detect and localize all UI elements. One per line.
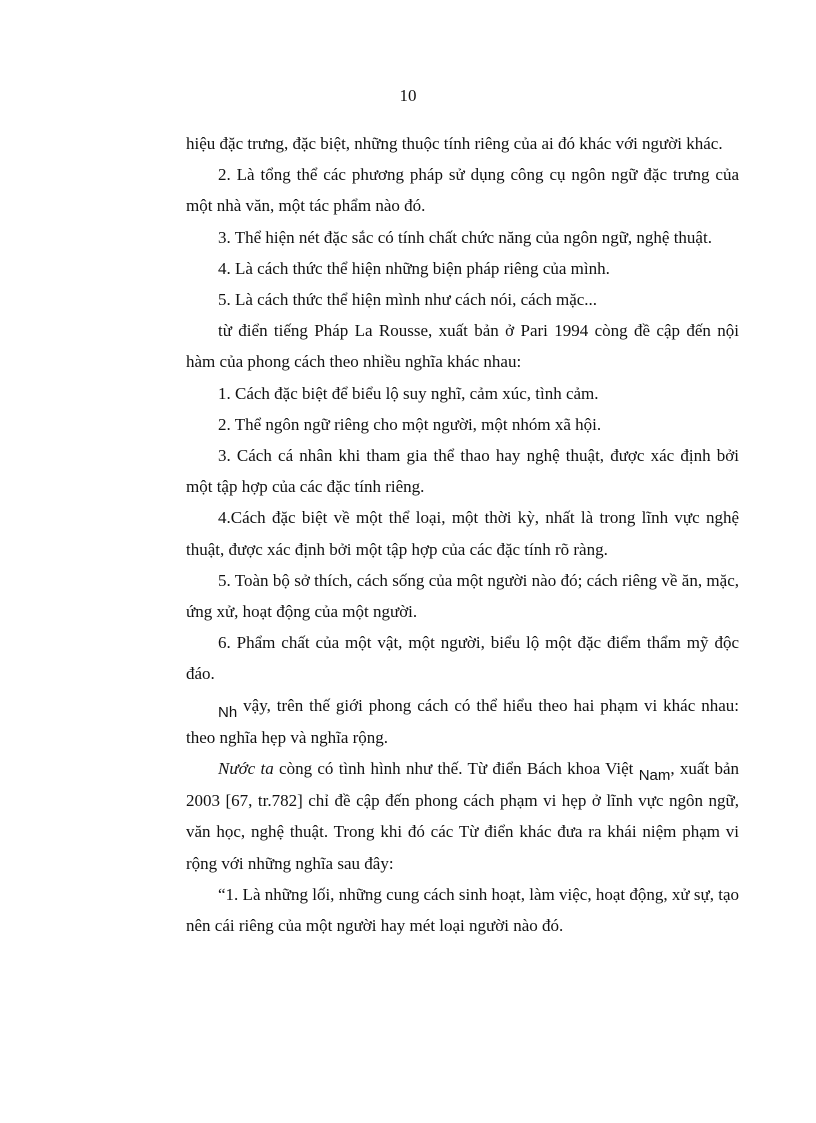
paragraph: từ điển tiếng Pháp La Rousse, xuất bản ở Pari 1994 còng đề cập đến nội hàm của phong cách theo nhiều nghĩa khác nhau: bbox=[186, 321, 739, 372]
paragraph: hiệu đặc trưng, đặc biệt, những thuộc tính riêng của ai đó khác với người khác. bbox=[186, 134, 723, 153]
italic-phrase: Nước ta bbox=[218, 759, 274, 779]
list-item: 5. Là cách thức thể hiện mình như cách nói, cách mặc... bbox=[218, 290, 598, 310]
paragraph-text: vậy, trên thế giới phong cách có thể hiểu theo hai phạm vi khác nhau: theo nghĩa hẹp và nghĩa rộng. bbox=[186, 695, 739, 747]
list-item: 4.Cách đặc biệt về một thể loại, một thời kỳ, nhất là trong lĩnh vực nghệ thuật, được xác định bởi một tập hợp của các đặc tính rõ ràng. bbox=[186, 508, 739, 559]
paragraph bbox=[186, 690, 739, 753]
list-item: 1. Cách đặc biệt để biểu lộ suy nghĩ, cảm xúc, tình cảm. bbox=[218, 383, 599, 403]
list-item: 2. Thể ngôn ngữ riêng cho một người, một nhóm xã hội. bbox=[218, 414, 602, 434]
list-item: 2. Là tổng thể các phương pháp sử dụng công cụ ngôn ngữ đặc trưng của một nhà văn, một tác phẩm nào đó. bbox=[186, 165, 739, 216]
paragraph bbox=[186, 753, 739, 879]
page-number: 10 bbox=[399, 86, 417, 105]
paragraph-text: , xuất bản 2003 [67, tr.782] chỉ đề cập đến phong cách phạm vi hẹp ở lĩnh vực ngôn ngữ, văn học, nghệ thuật. Trong khi đó các Từ điển khác đưa ra khái niệm phạm vi rộng với những nghĩa sau đây: bbox=[186, 759, 740, 873]
paragraph-sub: Nam bbox=[638, 767, 671, 785]
body-text bbox=[186, 128, 739, 941]
list-item: 6. Phẩm chất của một vật, một người, biểu lộ một đặc điểm thẩm mỹ độc đáo. bbox=[186, 633, 739, 684]
list-item: 3. Thể hiện nét đặc sắc có tính chất chức năng của ngôn ngữ, nghệ thuật. bbox=[218, 227, 712, 247]
quote-paragraph: “1. Là những lối, những cung cách sinh hoạt, làm việc, hoạt động, xử sự, tạo nên cái riêng của một người hay mét loại người nào đó. bbox=[186, 884, 739, 936]
list-item: 5. Toàn bộ sở thích, cách sống của một người nào đó; cách riêng về ăn, mặc, ứng xử, hoạt động của một người. bbox=[186, 570, 739, 622]
paragraph-lead: Nh bbox=[218, 703, 238, 721]
list-item: 4. Là cách thức thể hiện những biện pháp riêng của mình. bbox=[218, 258, 610, 278]
list-item: 3. Cách cá nhân khi tham gia thể thao hay nghệ thuật, được xác định bởi một tập hợp của các đặc tính riêng. bbox=[186, 446, 739, 497]
paragraph-text: còng có tình hình như thế. Từ điển Bách khoa Việt bbox=[273, 759, 639, 779]
